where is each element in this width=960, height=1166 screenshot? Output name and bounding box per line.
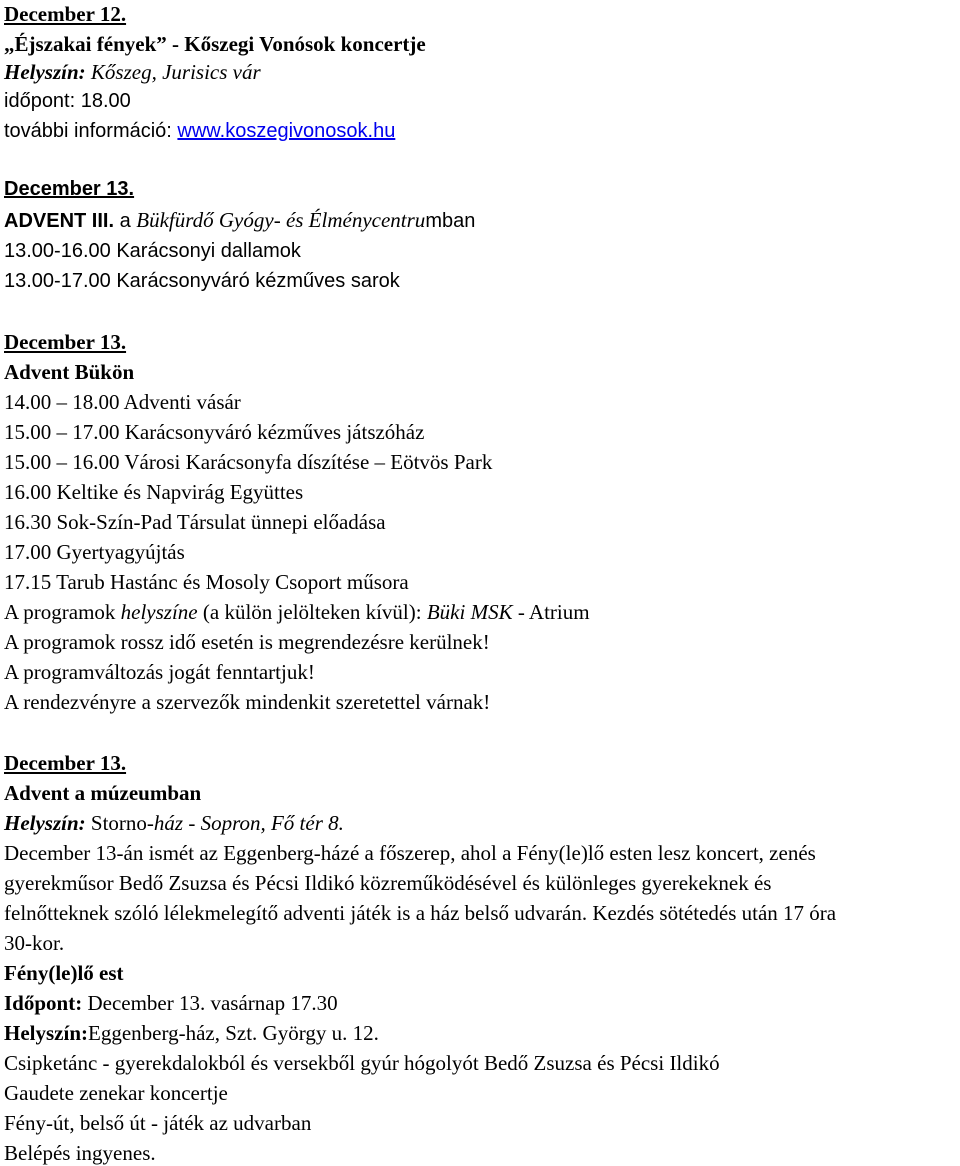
section4-date: December 13. [4, 751, 127, 775]
section2-line1: 13.00-16.00 Karácsonyi dallamok [4, 240, 301, 262]
section3-item: 15.00 – 16.00 Városi Karácsonyfa díszítése – Eötvös Park [4, 450, 493, 474]
section4-program-item: Belépés ingyenes. [4, 1141, 156, 1165]
section4-event-time [4, 990, 338, 1016]
section1-venue-label: Helyszín: [4, 60, 86, 84]
section3-note1: A programok rossz idő esetén is megrendezésre kerülnek! [4, 630, 490, 654]
section3-venue-a: A programok [4, 600, 121, 624]
section3-title: Advent Bükön [4, 360, 135, 384]
section3-venue-c: (a külön jelölteken kívül): [197, 600, 427, 624]
section1-info-label: további információ: [4, 120, 178, 142]
section4-venue-b: ház - Sopron, Fő tér 8. [153, 811, 344, 835]
section2-title-venue: Bükfürdő Gyógy- és Élménycentru [136, 208, 426, 232]
section2-line2: 13.00-17.00 Karácsonyváró kézműves sarok [4, 270, 400, 292]
section2-title-prefix: ADVENT III. [4, 210, 115, 232]
section3-item: 17.00 Gyertyagyújtás [4, 540, 185, 564]
section1-date: December 12. [4, 2, 127, 26]
section2-title-mid: a [114, 210, 137, 232]
section4-place-label: Helyszín: [4, 1021, 88, 1045]
section3-date: December 13. [4, 330, 127, 354]
section4-place-value: Eggenberg-ház, Szt. György u. 12. [88, 1021, 379, 1045]
section4-paragraph-line: gyerekműsor Bedő Zsuzsa és Pécsi Ildikó közreműködésével és különleges gyerekeknek és [4, 871, 772, 895]
section1-time: időpont: 18.00 [4, 90, 131, 112]
section4-time-value: December 13. vasárnap 17.30 [82, 991, 338, 1015]
section4-program-item: Csipketánc - gyerekdalokból és versekből gyúr hógolyót Bedő Zsuzsa és Pécsi Ildikó [4, 1051, 720, 1075]
section3-item: 16.30 Sok-Szín-Pad Társulat ünnepi előadása [4, 510, 386, 534]
section3-item: 16.00 Keltike és Napvirág Együttes [4, 480, 304, 504]
section3-venue-b: helyszíne [120, 600, 198, 624]
section4-event-place [4, 1020, 379, 1046]
section4-event-title: Fény(le)lő est [4, 961, 124, 985]
section3-venue-d: Büki MSK [426, 600, 513, 624]
section3-note2: A programváltozás jogát fenntartjuk! [4, 660, 315, 684]
section1-venue-value: Kőszeg, Jurisics vár [85, 60, 261, 84]
section1-info-link[interactable]: www.koszegivonosok.hu [177, 120, 396, 142]
section4-venue [4, 810, 344, 836]
section2-title-suffix: mban [425, 210, 476, 232]
section1-venue [4, 59, 261, 85]
section4-venue-a: Storno- [85, 811, 154, 835]
section2-title [4, 207, 475, 234]
section4-paragraph-line: felnőtteknek szóló lélekmelegítő adventi játék is a ház belső udvarán. Kezdés sötétedés után 17 óra [4, 901, 837, 925]
section4-time-label: Időpont: [4, 991, 83, 1015]
section3-venue-e: - Atrium [512, 600, 590, 624]
section3-item: 15.00 – 17.00 Karácsonyváró kézműves játszóház [4, 420, 425, 444]
section1-info [4, 118, 395, 144]
section4-venue-label: Helyszín: [4, 811, 86, 835]
section2-date: December 13. [4, 178, 135, 200]
section3-venue [4, 599, 590, 625]
section4-title: Advent a múzeumban [4, 781, 202, 805]
section4-program-item: Gaudete zenekar koncertje [4, 1081, 228, 1105]
section1-title: „Éjszakai fények” - Kőszegi Vonósok koncertje [4, 32, 426, 56]
section3-item: 17.15 Tarub Hastánc és Mosoly Csoport műsora [4, 570, 409, 594]
section3-item: 14.00 – 18.00 Adventi vásár [4, 390, 241, 414]
section3-note3: A rendezvényre a szervezők mindenkit szeretettel várnak! [4, 690, 491, 714]
section4-paragraph-line: 30-kor. [4, 931, 65, 955]
section4-program-item: Fény-út, belső út - játék az udvarban [4, 1111, 312, 1135]
section4-paragraph-line: December 13-án ismét az Eggenberg-házé a főszerep, ahol a Fény(le)lő esten lesz koncert, zenés [4, 841, 816, 865]
